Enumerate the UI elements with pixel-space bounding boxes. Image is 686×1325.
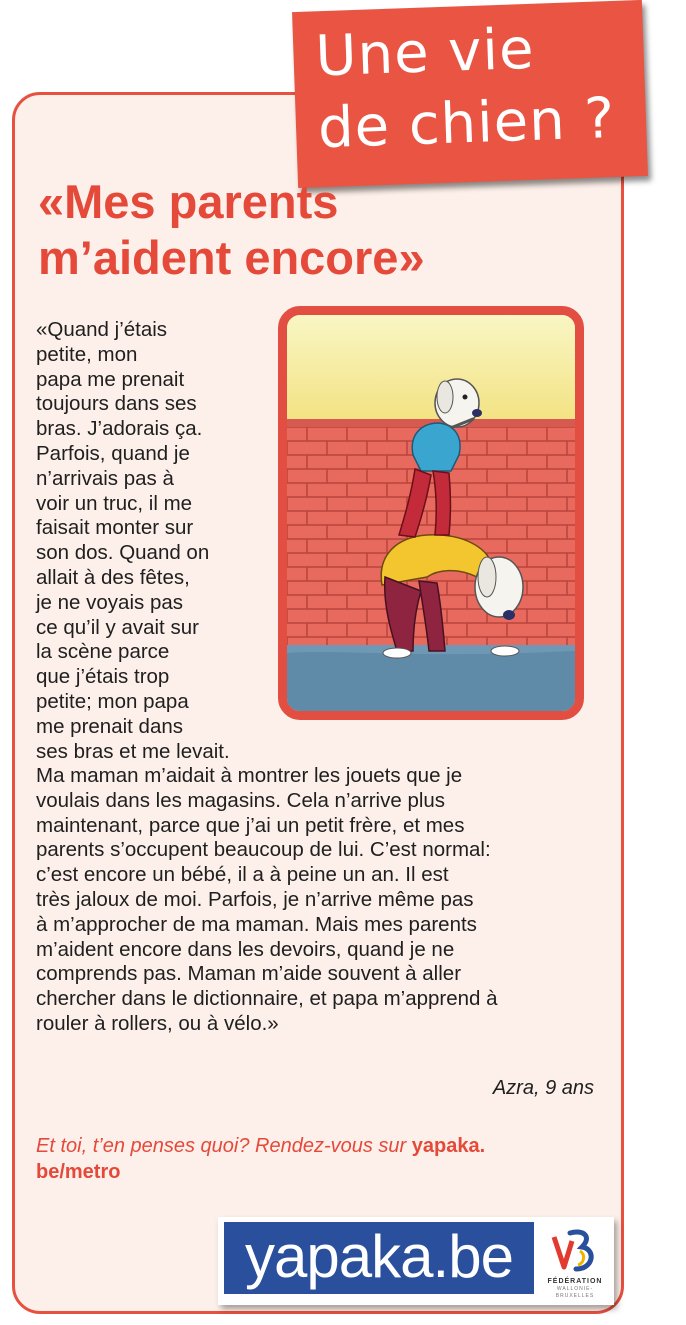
body-line: petite; mon papa (36, 689, 189, 713)
federation-label (540, 1277, 610, 1300)
body-line: que j’étais trop (36, 665, 170, 689)
title-line: «Mes parents (38, 175, 339, 228)
body-line: faisait monter sur (36, 516, 194, 540)
title-line: m’aident encore» (38, 231, 425, 284)
body-line: allait à des fêtes, (36, 565, 190, 589)
body-line: bras. J’adorais ça. (36, 417, 203, 441)
article-body-narrow (36, 318, 230, 764)
headline-tag (292, 0, 648, 188)
body-line: la scène parce (36, 640, 170, 664)
body-line: c’est encore un bébé, il a à peine un an. Il est (36, 863, 449, 887)
body-line: «Quand j’étais (36, 318, 168, 341)
yapaka-logo-word: yapaka.be (224, 1222, 534, 1294)
call-to-action (36, 1133, 596, 1185)
federation-wallonie-bruxelles-mark-icon (550, 1227, 600, 1273)
body-line: toujours dans ses (36, 392, 197, 416)
body-line: comprends pas. Maman m’aide souvent à aller (36, 962, 462, 986)
body-line: maintenant, parce que j’ai un petit frère, et mes (36, 813, 465, 837)
body-line: Ma maman m’aidait à montrer les jouets que je (36, 764, 463, 787)
article-signature: Azra, 9 ans (492, 1077, 594, 1099)
body-line: ce qu’il y avait sur (36, 615, 199, 639)
tag-line-2: de chien ? (316, 85, 617, 162)
cta-text: Et toi, t’en penses quoi? Rendez-vous sur (36, 1135, 412, 1157)
body-line: parents s’occupent beaucoup de lui. C’est normal: (36, 838, 491, 862)
article-title (38, 174, 508, 286)
federation-logo (540, 1223, 610, 1301)
body-line: n’arrivais pas à (36, 466, 174, 490)
tag-line-1: Une vie (314, 16, 536, 90)
article-body-wide (36, 764, 498, 1037)
body-line: ses bras et me levait. (36, 739, 230, 763)
body-line: à m’approcher de ma maman. Mais mes parents (36, 912, 477, 936)
body-line: voulais dans les magasins. Cela n’arrive plus (36, 788, 446, 812)
body-line: papa me prenait (36, 367, 185, 391)
body-line: chercher dans le dictionnaire, et papa m’apprend à (36, 987, 498, 1011)
body-line: Parfois, quand je (36, 441, 190, 465)
body-line: son dos. Quand on (36, 541, 210, 565)
body-line: très jaloux de moi. Parfois, je n’arrive même pas (36, 887, 474, 911)
body-line: petite, mon (36, 342, 138, 366)
yapaka-link-part-1: yapaka. (411, 1135, 486, 1157)
federation-label-line-1: FÉDÉRATION (547, 1278, 603, 1285)
body-line: m’aident encore dans les devoirs, quand je ne (36, 937, 455, 961)
yapaka-link-part-2: be/metro (36, 1161, 121, 1183)
body-line: me prenait dans (36, 714, 184, 738)
body-line: rouler à rollers, ou à vélo.» (36, 1011, 279, 1035)
yapaka-logo (218, 1217, 614, 1305)
body-line: voir un truc, il me (36, 491, 193, 515)
federation-label-line-2: WALLONIE-BRUXELLES (555, 1286, 595, 1299)
body-line: je ne voyais pas (36, 590, 184, 614)
dogs-at-brick-wall-illustration (278, 306, 584, 720)
